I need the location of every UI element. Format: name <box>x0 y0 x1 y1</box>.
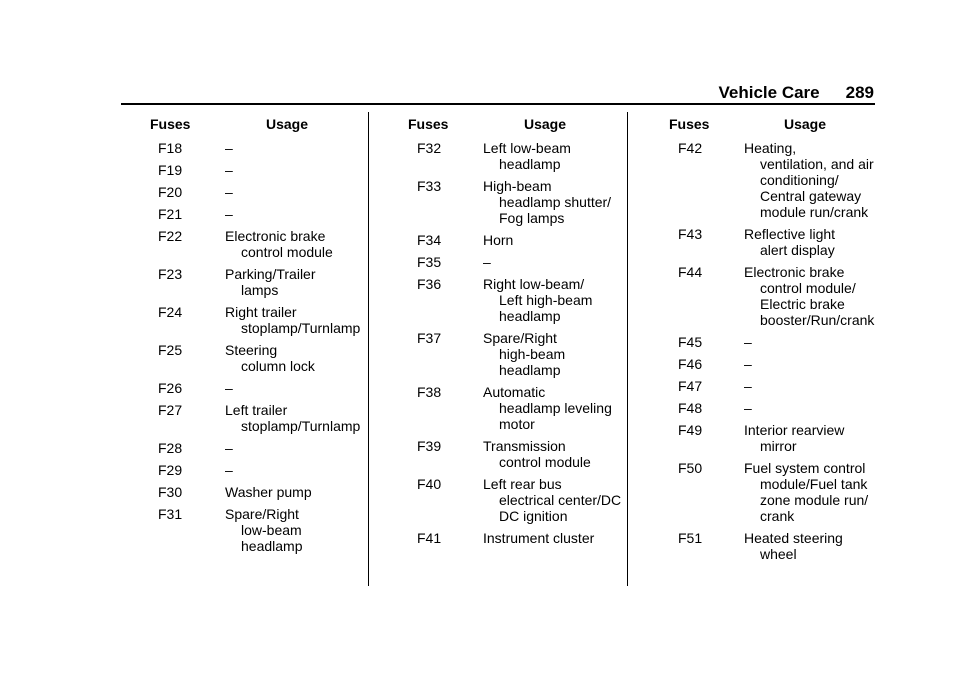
usage-line: control module <box>241 244 333 260</box>
usage-header: Usage <box>524 116 567 132</box>
usage-line: Fog lamps <box>499 210 565 226</box>
fuse-row <box>669 334 879 350</box>
fuse-row <box>669 356 879 372</box>
fuse-row <box>150 184 362 200</box>
fuse-row <box>150 402 362 434</box>
fuse-usage <box>483 530 622 546</box>
fuse-table-column-3 <box>669 116 879 568</box>
fuse-code: F51 <box>678 530 703 546</box>
usage-line: motor <box>499 416 535 432</box>
usage-line: – <box>744 356 752 372</box>
usage-line: Left trailer <box>225 402 288 418</box>
usage-line: Electronic brake <box>744 264 845 280</box>
usage-line: conditioning/ <box>760 172 839 188</box>
fuse-code: F24 <box>158 304 183 320</box>
fuse-code: F19 <box>158 162 183 178</box>
usage-line: Instrument cluster <box>483 530 595 546</box>
usage-line: Electronic brake <box>225 228 326 244</box>
usage-line: – <box>483 254 491 270</box>
fuse-usage <box>225 380 362 396</box>
usage-line: Left rear bus <box>483 476 562 492</box>
usage-line: headlamp <box>499 156 561 172</box>
fuse-code: F25 <box>158 342 183 358</box>
fuse-usage <box>225 162 362 178</box>
fuse-row <box>150 266 362 298</box>
usage-line: stoplamp/Turnlamp <box>241 320 361 336</box>
fuse-row <box>408 530 622 546</box>
fuse-row <box>408 330 622 378</box>
usage-line: column lock <box>241 358 315 374</box>
fuse-code: F33 <box>417 178 442 194</box>
usage-line: Spare/Right <box>225 506 299 522</box>
fuse-code: F21 <box>158 206 183 222</box>
usage-line: Parking/Trailer <box>225 266 316 282</box>
fuse-row <box>408 254 622 270</box>
fuse-usage <box>744 334 879 350</box>
fuse-row <box>669 264 879 328</box>
fuse-usage <box>483 232 622 248</box>
fuse-code: F35 <box>417 254 442 270</box>
usage-line: electrical center/DC <box>499 492 622 508</box>
usage-line: Transmission <box>483 438 566 454</box>
fuse-usage <box>225 140 362 156</box>
fuse-usage <box>744 378 879 394</box>
fuses-header: Fuses <box>408 116 449 132</box>
fuse-code: F49 <box>678 422 703 438</box>
fuse-code: F27 <box>158 402 183 418</box>
fuse-usage <box>744 460 879 524</box>
section-title: Vehicle Care <box>718 83 820 102</box>
column-divider <box>368 112 369 586</box>
fuse-code: F29 <box>158 462 183 478</box>
usage-line: headlamp shutter/ <box>499 194 612 210</box>
usage-line: control module/ <box>760 280 856 296</box>
fuse-usage <box>225 440 362 456</box>
fuse-row <box>150 342 362 374</box>
usage-header: Usage <box>784 116 827 132</box>
fuse-code: F50 <box>678 460 703 476</box>
usage-line: Electric brake <box>760 296 845 312</box>
fuse-code: F46 <box>678 356 703 372</box>
fuse-code: F41 <box>417 530 442 546</box>
fuse-code: F45 <box>678 334 703 350</box>
fuse-row <box>150 462 362 478</box>
usage-line: Horn <box>483 232 514 248</box>
fuse-row <box>408 178 622 226</box>
usage-line: headlamp <box>499 308 561 324</box>
fuse-usage <box>483 330 622 378</box>
fuse-code: F26 <box>158 380 183 396</box>
column-header <box>150 116 362 140</box>
usage-line: low-beam <box>241 522 302 538</box>
header-rule <box>121 103 875 105</box>
column-header <box>669 116 879 140</box>
fuse-usage <box>225 484 362 500</box>
usage-line: headlamp <box>241 538 303 554</box>
usage-line: booster/Run/crank <box>760 312 875 328</box>
usage-line: High-beam <box>483 178 552 194</box>
usage-line: headlamp <box>499 362 561 378</box>
fuse-row <box>669 378 879 394</box>
fuse-usage <box>483 476 622 524</box>
fuse-row <box>669 140 879 220</box>
fuse-row <box>408 232 622 248</box>
usage-line: Steering <box>225 342 278 358</box>
usage-line: Washer pump <box>225 484 312 500</box>
usage-line: – <box>225 440 233 456</box>
usage-line: Fuel system control <box>744 460 866 476</box>
usage-line: control module <box>499 454 591 470</box>
fuse-usage <box>225 506 362 554</box>
usage-line: high-beam <box>499 346 566 362</box>
fuse-code: F28 <box>158 440 183 456</box>
fuse-usage <box>483 276 622 324</box>
fuse-row <box>150 440 362 456</box>
fuse-usage <box>225 304 362 336</box>
fuse-code: F22 <box>158 228 183 244</box>
fuse-code: F32 <box>417 140 442 156</box>
usage-line: Left low-beam <box>483 140 571 156</box>
fuse-usage <box>744 264 879 328</box>
usage-line: mirror <box>760 438 797 454</box>
usage-line: module run/crank <box>760 204 869 220</box>
usage-line: Left high-beam <box>499 292 593 308</box>
fuse-row <box>408 384 622 432</box>
usage-header: Usage <box>266 116 309 132</box>
fuse-usage <box>483 178 622 226</box>
fuse-table-column-1 <box>150 116 362 560</box>
usage-line: – <box>225 380 233 396</box>
fuse-row <box>408 438 622 470</box>
fuse-usage <box>744 422 879 454</box>
fuse-usage <box>225 462 362 478</box>
fuse-row <box>408 476 622 524</box>
fuse-row <box>150 484 362 500</box>
fuse-row <box>408 140 622 172</box>
usage-line: module/Fuel tank <box>760 476 868 492</box>
fuse-usage <box>483 254 622 270</box>
fuse-row <box>150 140 362 156</box>
fuse-usage <box>744 226 879 258</box>
fuse-usage <box>225 228 362 260</box>
fuse-code: F48 <box>678 400 703 416</box>
fuse-code: F38 <box>417 384 442 400</box>
fuse-usage <box>483 140 622 172</box>
usage-line: – <box>744 378 752 394</box>
usage-line: DC ignition <box>499 508 568 524</box>
usage-line: Heating, <box>744 140 797 156</box>
fuse-row <box>669 530 879 562</box>
usage-line: Right trailer <box>225 304 297 320</box>
fuse-usage <box>744 356 879 372</box>
usage-line: Interior rearview <box>744 422 845 438</box>
fuses-header: Fuses <box>669 116 710 132</box>
usage-line: ventilation, and air <box>760 156 874 172</box>
fuse-code: F44 <box>678 264 703 280</box>
fuse-table-column-2 <box>408 116 622 552</box>
fuse-usage <box>744 140 879 220</box>
fuse-code: F31 <box>158 506 183 522</box>
usage-line: – <box>225 462 233 478</box>
fuse-usage <box>483 438 622 470</box>
usage-line: – <box>225 184 233 200</box>
fuse-usage <box>744 530 879 562</box>
usage-line: – <box>744 400 752 416</box>
fuse-code: F30 <box>158 484 183 500</box>
fuse-code: F40 <box>417 476 442 492</box>
fuse-usage <box>225 206 362 222</box>
fuse-usage <box>225 266 362 298</box>
usage-line: Automatic <box>483 384 546 400</box>
column-divider <box>627 112 628 586</box>
fuse-code: F18 <box>158 140 183 156</box>
fuse-row <box>669 400 879 416</box>
usage-line: Heated steering <box>744 530 843 546</box>
fuse-code: F43 <box>678 226 703 242</box>
fuse-code: F20 <box>158 184 183 200</box>
usage-line: – <box>225 140 233 156</box>
fuse-code: F23 <box>158 266 183 282</box>
fuse-row <box>150 506 362 554</box>
usage-line: zone module run/ <box>760 492 869 508</box>
fuse-row <box>408 276 622 324</box>
usage-line: Right low-beam/ <box>483 276 585 292</box>
fuse-usage <box>225 402 362 434</box>
fuse-row <box>150 228 362 260</box>
fuse-code: F37 <box>417 330 442 346</box>
fuse-row <box>150 304 362 336</box>
usage-line: crank <box>760 508 795 524</box>
usage-line: alert display <box>760 242 835 258</box>
usage-line: Spare/Right <box>483 330 557 346</box>
fuse-row <box>150 162 362 178</box>
fuse-row <box>669 460 879 524</box>
fuse-usage <box>483 384 622 432</box>
fuses-header: Fuses <box>150 116 191 132</box>
fuse-code: F34 <box>417 232 442 248</box>
usage-line: – <box>225 162 233 178</box>
fuse-row <box>150 380 362 396</box>
fuse-row <box>669 422 879 454</box>
usage-line: – <box>225 206 233 222</box>
usage-line: headlamp leveling <box>499 400 612 416</box>
fuse-code: F36 <box>417 276 442 292</box>
fuse-row <box>669 226 879 258</box>
page-header <box>0 83 874 103</box>
fuse-code: F47 <box>678 378 703 394</box>
page-number: 289 <box>845 83 874 102</box>
usage-line: lamps <box>241 282 279 298</box>
column-header <box>408 116 622 140</box>
fuse-code: F42 <box>678 140 703 156</box>
usage-line: Central gateway <box>760 188 862 204</box>
fuse-row <box>150 206 362 222</box>
fuse-usage <box>225 342 362 374</box>
usage-line: stoplamp/Turnlamp <box>241 418 361 434</box>
fuse-usage <box>744 400 879 416</box>
usage-line: – <box>744 334 752 350</box>
usage-line: Reflective light <box>744 226 836 242</box>
usage-line: wheel <box>760 546 797 562</box>
fuse-usage <box>225 184 362 200</box>
fuse-code: F39 <box>417 438 442 454</box>
